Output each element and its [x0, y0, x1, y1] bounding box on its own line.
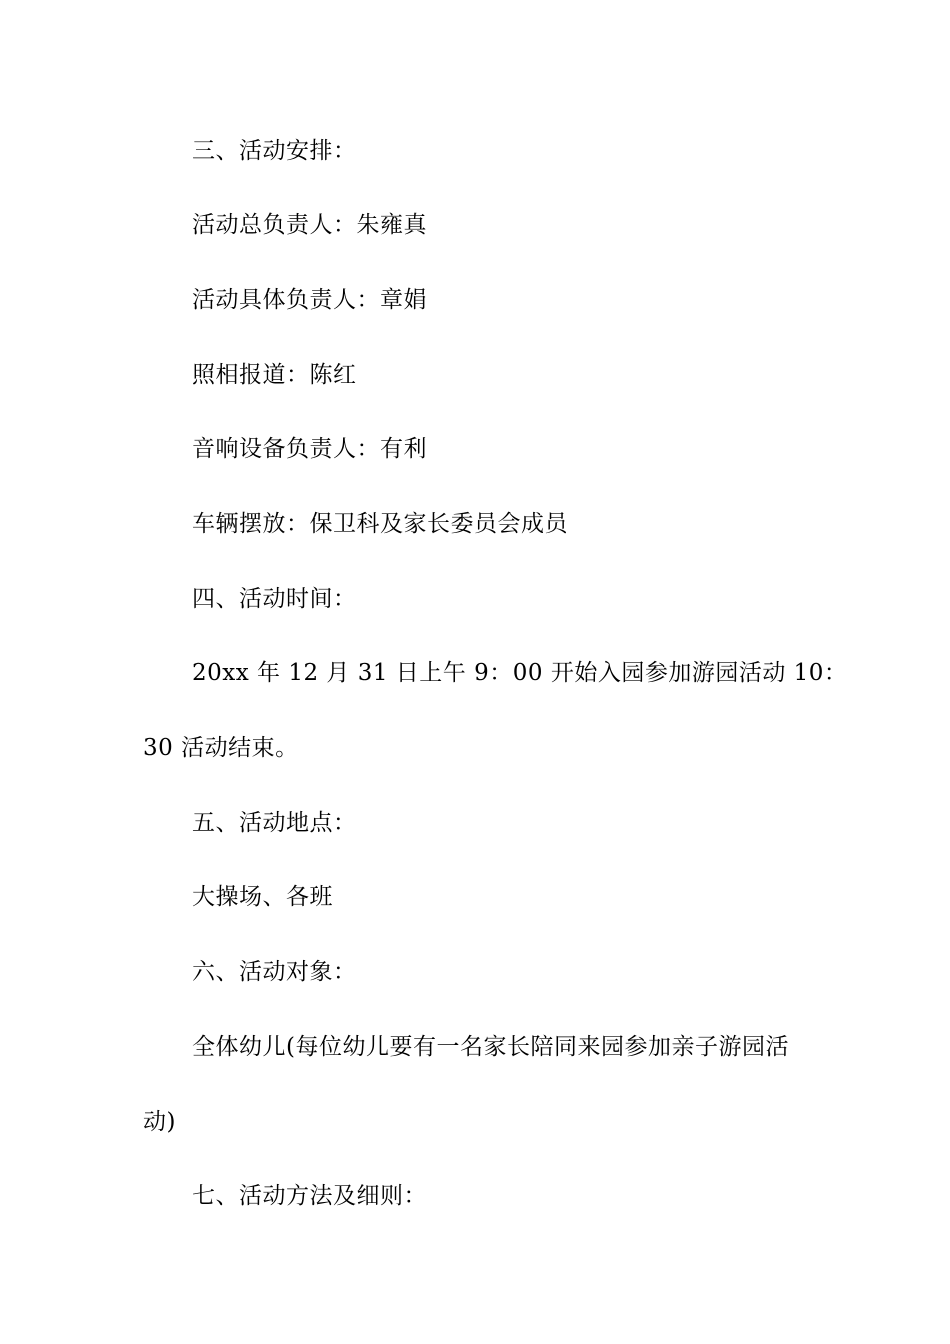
paragraph-time-line-1: 20xx 年 12 月 31 日上午 9：00 开始入园参加游园活动 10：	[192, 660, 848, 686]
section-heading-time: 四、活动时间：	[192, 586, 357, 612]
section-heading-methods: 七、活动方法及细则：	[192, 1183, 427, 1209]
paragraph-overall-lead: 活动总负责人：朱雍真	[192, 212, 427, 238]
paragraph-audio-lead: 音响设备负责人：有利	[192, 436, 427, 462]
paragraph-photo-report: 照相报道：陈红	[192, 362, 357, 388]
paragraph-vehicle-placement: 车辆摆放：保卫科及家长委员会成员	[192, 511, 568, 537]
section-heading-arrangement: 三、活动安排：	[192, 138, 357, 164]
section-heading-participants: 六、活动对象：	[192, 959, 357, 985]
section-heading-location: 五、活动地点：	[192, 810, 357, 836]
paragraph-participants-line-1: 全体幼儿(每位幼儿要有一名家长陪同来园参加亲子游园活	[192, 1034, 789, 1060]
paragraph-specific-lead: 活动具体负责人：章娟	[192, 287, 427, 313]
paragraph-time-line-2: 30 活动结束。	[143, 735, 299, 761]
paragraph-location: 大操场、各班	[192, 884, 333, 910]
paragraph-participants-line-2: 动)	[143, 1109, 176, 1135]
